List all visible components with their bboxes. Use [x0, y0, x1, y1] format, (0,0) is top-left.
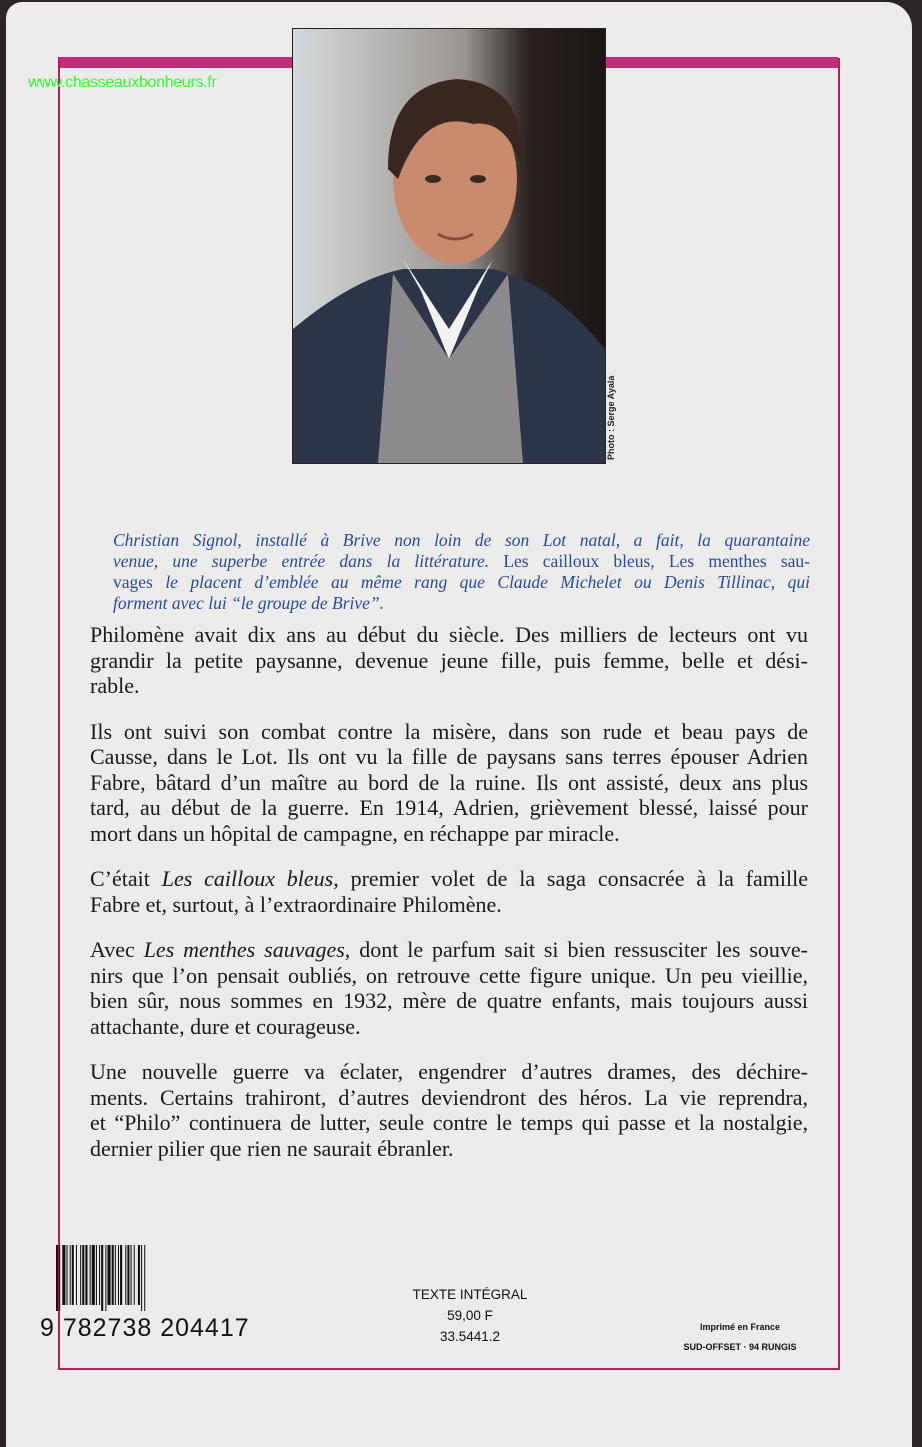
text-line: [90, 1059, 808, 1085]
paragraph: [90, 866, 808, 917]
text-segment: , dont le parfum sait si bien ressusciter les souve-: [344, 937, 808, 962]
barcode-bar: [80, 1245, 81, 1305]
text-segment: dernier pilier que rien ne saurait ébranler.: [90, 1135, 454, 1161]
text-segment: Les cailloux bleus: [161, 866, 334, 891]
printer-name: SUD-OFFSET · 94 RUNGIS: [683, 1342, 797, 1352]
text-line: [90, 1085, 808, 1111]
text-line: [113, 530, 810, 551]
text-line: [90, 1110, 808, 1136]
barcode-bar: [82, 1245, 84, 1305]
text-line: [90, 988, 808, 1014]
barcode: [56, 1245, 166, 1311]
barcode-bar: [92, 1245, 95, 1305]
paragraph: [90, 622, 808, 699]
barcode-bar: [62, 1245, 65, 1305]
price: 59,00 F: [447, 1308, 493, 1323]
edition-label: TEXTE INTÉGRAL: [412, 1287, 528, 1302]
barcode-bar: [56, 1245, 58, 1311]
text-segment: tard, au début de la guerre. En 1914, Adrien, grièvement blessé, laissé pour: [90, 795, 808, 820]
synopsis: [90, 622, 808, 1181]
barcode-bar: [59, 1245, 60, 1311]
barcode-bar: [76, 1245, 77, 1305]
text-line: [90, 673, 808, 699]
barcode-bar: [118, 1245, 119, 1305]
text-segment: bien sûr, nous sommes en 1932, mère de quatre enfants, mais toujours aussi: [90, 988, 808, 1013]
text-line: [113, 593, 810, 614]
text-line: [90, 648, 808, 674]
barcode-bar: [101, 1245, 103, 1311]
text-segment: rable.: [90, 673, 140, 698]
barcode-bar: [70, 1245, 71, 1305]
text-line: [90, 622, 808, 648]
text-segment: vages: [113, 572, 153, 592]
barcode-bar: [138, 1245, 140, 1305]
text-line: [113, 572, 810, 593]
text-line: [90, 719, 808, 745]
text-segment: grandir la petite paysanne, devenue jeune fille, puis femme, belle et dési-: [90, 647, 808, 673]
catalog-code: 33.5441.2: [439, 1329, 501, 1344]
text-segment: nirs que l’on pensait oubliés, on retrouve cette figure unique. Un peu vieillie,: [90, 962, 808, 988]
printed-in: Imprimé en France: [699, 1322, 781, 1332]
barcode-bar: [125, 1245, 126, 1305]
text-line: [90, 1136, 808, 1162]
text-line: [90, 744, 808, 770]
text-segment: Les menthes sauvages: [143, 937, 345, 962]
barcode-bar: [141, 1245, 142, 1311]
barcode-bar: [144, 1245, 145, 1311]
text-segment: Fabre et, surtout, à l’extraordinaire Philomène.: [90, 891, 502, 917]
watermark: www.chasseauxbonheurs.fr: [28, 74, 217, 91]
text-segment: attachante, dure et courageuse.: [90, 1013, 361, 1039]
barcode-bar: [107, 1245, 110, 1305]
author-portrait-image: [293, 29, 605, 463]
text-segment: C’était: [90, 866, 162, 891]
text-segment: Causse, dans le Lot. Ils ont vu la fille de paysans sans terres épouser Adrien: [90, 744, 808, 769]
barcode-bar: [96, 1245, 97, 1305]
paragraph: [90, 1059, 808, 1161]
barcode-bar: [115, 1245, 116, 1305]
text-segment: Philomène avait dix ans au début du siècle. Des milliers de lecteurs ont vu: [90, 622, 808, 647]
paragraph: [90, 937, 808, 1039]
edition-info: [400, 1284, 540, 1347]
author-intro: [113, 530, 810, 614]
barcode-bar: [112, 1245, 114, 1305]
text-segment: Ils ont suivi son combat contre la misère, dans son rude et beau pays de: [90, 718, 808, 744]
text-line: [90, 937, 808, 963]
text-line: [90, 770, 808, 796]
author-photo: [292, 28, 606, 464]
text-segment: , premier volet de la saga consacrée à la famille: [333, 866, 808, 891]
barcode-bar: [120, 1245, 122, 1305]
text-segment: et “Philo” continuera de lutter, seule contre le temps qui passe et la nostalgie,: [90, 1110, 808, 1135]
text-line: [90, 1014, 808, 1040]
text-segment: venue, une superbe entrée dans la littérature.: [113, 551, 490, 571]
text-line: [90, 821, 808, 847]
barcode-bar: [134, 1245, 135, 1305]
barcode-bar: [99, 1245, 100, 1305]
isbn-number: 9 782738 204417: [40, 1314, 250, 1342]
barcode-bar: [127, 1245, 129, 1305]
text-segment: mort dans un hôpital de campagne, en réchappe par miracle.: [90, 820, 620, 846]
text-segment: Christian Signol, installé à Brive non loin de son Lot natal, a fait, la quarantaine: [113, 530, 810, 550]
text-line: [90, 892, 808, 918]
text-line: [113, 551, 810, 572]
text-line: [90, 866, 808, 892]
barcode-bar: [72, 1245, 74, 1305]
barcode-bar: [90, 1245, 91, 1305]
text-segment: forment avec lui “le groupe de Brive”.: [113, 593, 385, 613]
text-segment: Avec: [90, 937, 144, 962]
barcode-bar: [105, 1245, 106, 1311]
text-segment: le placent d’emblée au même rang que Claude Michelet ou Denis Tillinac, qui: [152, 572, 810, 592]
text-segment: Les cailloux bleus, Les menthes sau-: [489, 551, 810, 571]
text-segment: Une nouvelle guerre va éclater, engendrer d’autres drames, des déchire-: [90, 1059, 808, 1084]
text-line: [90, 963, 808, 989]
barcode-bar: [131, 1245, 132, 1305]
text-segment: ments. Certains trahiront, d’autres deviendront des héros. La vie reprendra,: [90, 1084, 808, 1110]
paragraph: [90, 719, 808, 847]
barcode-bar: [67, 1245, 68, 1305]
text-line: [90, 795, 808, 821]
photo-credit: Photo : Serge Ayala: [606, 375, 616, 460]
text-segment: Fabre, bâtard d’un maître au bord de la ruine. Ils ont assisté, deux ans plus: [90, 769, 808, 795]
barcode-bar: [85, 1245, 87, 1305]
printer-info: [640, 1317, 840, 1357]
